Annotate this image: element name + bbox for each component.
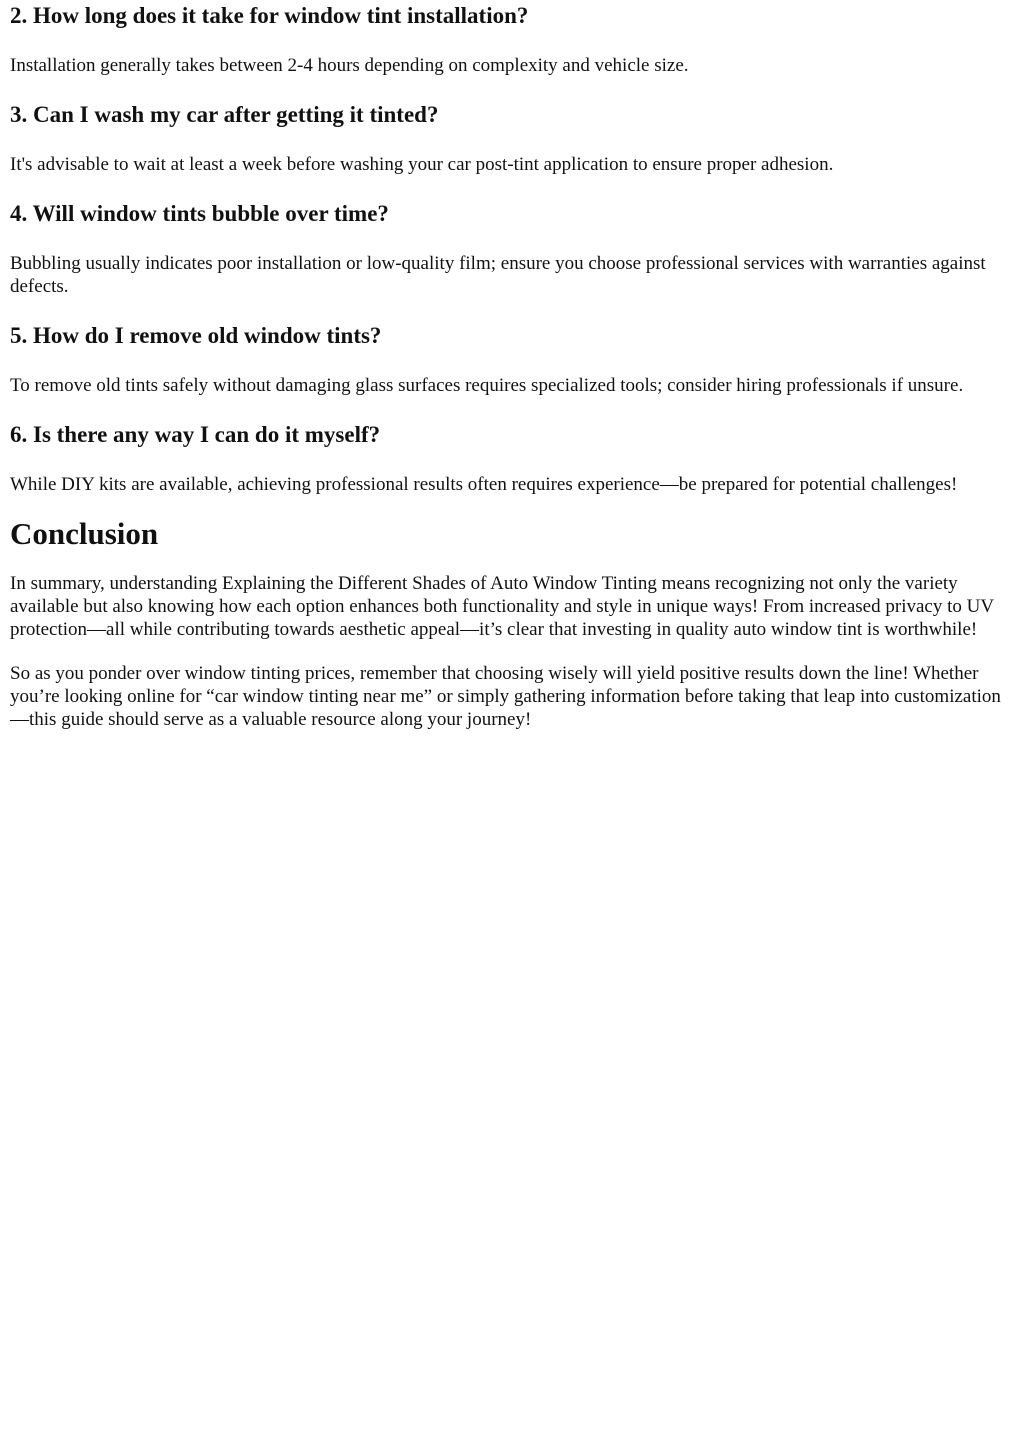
faq-question-2: 2. How long does it take for window tint installation? [10,3,529,28]
conclusion-paragraph-2: So as you ponder over window tinting prices, remember that choosing wisely will yield positive results down the line! Whether you’re looking online for “car window tinting near me” or simply gathering information before taking that leap into customization—this guide should serve as a valuable resource along your journey! [10,663,1001,730]
faq-answer-3: It's advisable to wait at least a week before washing your car post-tint application to ensure proper adhesion. [10,154,834,175]
faq-question-4: 4. Will window tints bubble over time? [10,201,389,226]
document-page [0,2,1024,731]
faq-answer-4: Bubbling usually indicates poor installation or low-quality film; ensure you choose professional services with warranties against defects. [10,253,986,297]
faq-answer-5: To remove old tints safely without damaging glass surfaces requires specialized tools; consider hiring professionals if unsure. [10,375,964,396]
faq-question-6: 6. Is there any way I can do it myself? [10,422,381,447]
faq-question-3: 3. Can I wash my car after getting it tinted? [10,102,439,127]
conclusion-paragraph-1: In summary, understanding Explaining the Different Shades of Auto Window Tinting means recognizing not only the variety available but also knowing how each option enhances both functionality and style in unique ways! From increased privacy to UV protection—all while contributing towards aesthetic appeal—it’s clear that investing in quality auto window tint is worthwhile! [10,573,994,640]
conclusion-heading: Conclusion [10,516,159,551]
faq-answer-2: Installation generally takes between 2-4 hours depending on complexity and vehicle size. [10,55,689,76]
faq-question-5: 5. How do I remove old window tints? [10,323,382,348]
faq-answer-6: While DIY kits are available, achieving professional results often requires experience—be prepared for potential challenges! [10,474,958,495]
